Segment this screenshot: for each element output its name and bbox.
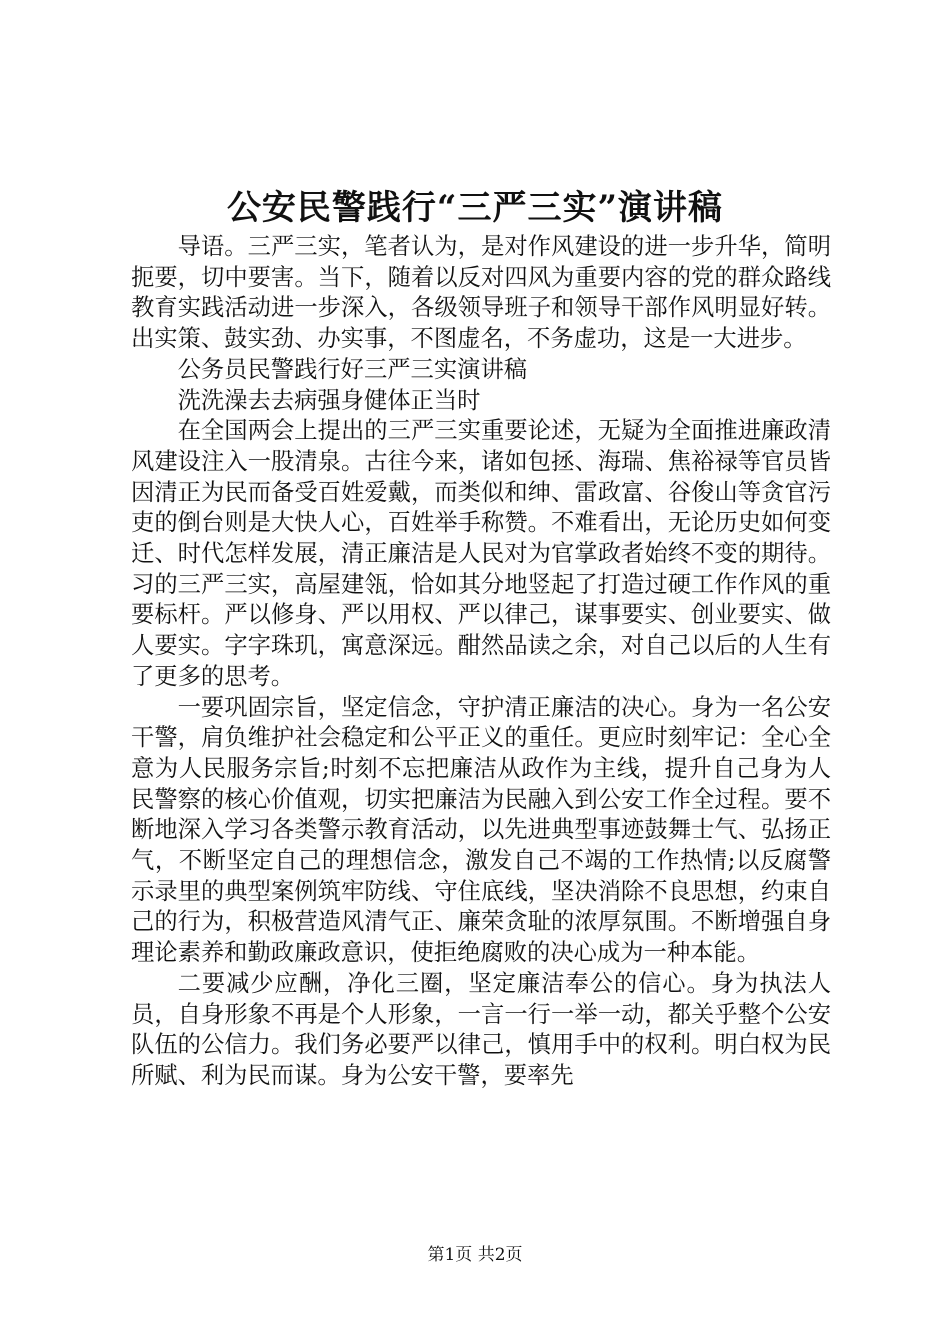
paragraph-body-2: 一要巩固宗旨，坚定信念，守护清正廉洁的决心。身为一名公安干警，肩负维护社会稳定和公平正义的重任。更应时刻牢记：全心全意为人民服务宗旨;时刻不忘把廉洁从政作为主线，提升自己身为人民警察的核心价值观，切实把廉洁为民融入到公安工作全过程。要不断地深入学习各类警示教育活动，以先进典型事迹鼓舞士气、弘扬正气，不断坚定自己的理想信念，激发自己不竭的工作热情;以反腐警示录里的典型案例筑牢防线、守住底线，坚决消除不良思想，约束自己的行为，积极营造风清气正、廉荣贪耻的浓厚氛围。不断增强自身理论素养和勤政廉政意识，使拒绝腐败的决心成为一种本能。 bbox=[131, 693, 831, 967]
document-title: 公安民警践行“三严三实”演讲稿 bbox=[226, 188, 724, 228]
paragraph-heading: 洗洗澡去去病强身健体正当时 bbox=[177, 386, 481, 414]
paragraph-body-1: 在全国两会上提出的三严三实重要论述，无疑为全面推进廉政清风建设注入一股清泉。古往今来，诸如包拯、海瑞、焦裕禄等官员皆因清正为民而备受百姓爱戴，而类似和绅、雷政富、谷俊山等贪官污吏的倒台则是大快人心，百姓举手称赞。不难看出，无论历史如何变迁、时代怎样发展，清正廉洁是人民对为官掌政者始终不变的期待。习的三严三实，高屋建瓴，恰如其分地竖起了打造过硬工作作风的重要标杆。严以修身、严以用权、严以律己，谋事要实、创业要实、做人要实。字字珠玑，寓意深远。酣然品读之余，对自己以后的人生有了更多的思考。 bbox=[131, 417, 831, 690]
paragraph-subtitle: 公务员民警践行好三严三实演讲稿 bbox=[177, 355, 528, 383]
page-number-footer: 第1页 共2页 bbox=[427, 1245, 523, 1265]
document-body bbox=[131, 232, 831, 1092]
paragraph-intro: 导语。三严三实，笔者认为，是对作风建设的进一步升华，简明扼要，切中要害。当下，随着以反对四风为重要内容的党的群众路线教育实践活动进一步深入，各级领导班子和领导干部作风明显好转。出实策、鼓实劲、办实事，不图虚名，不务虚功，这是一大进步。 bbox=[131, 233, 831, 353]
paragraph-body-3: 二要减少应酬，净化三圈，坚定廉洁奉公的信心。身为执法人员，自身形象不再是个人形象，一言一行一举一动，都关乎整个公安队伍的公信力。我们务必要严以律己，慎用手中的权利。明白权为民所赋、利为民而谋。身为公安干警，要率先 bbox=[131, 969, 831, 1089]
